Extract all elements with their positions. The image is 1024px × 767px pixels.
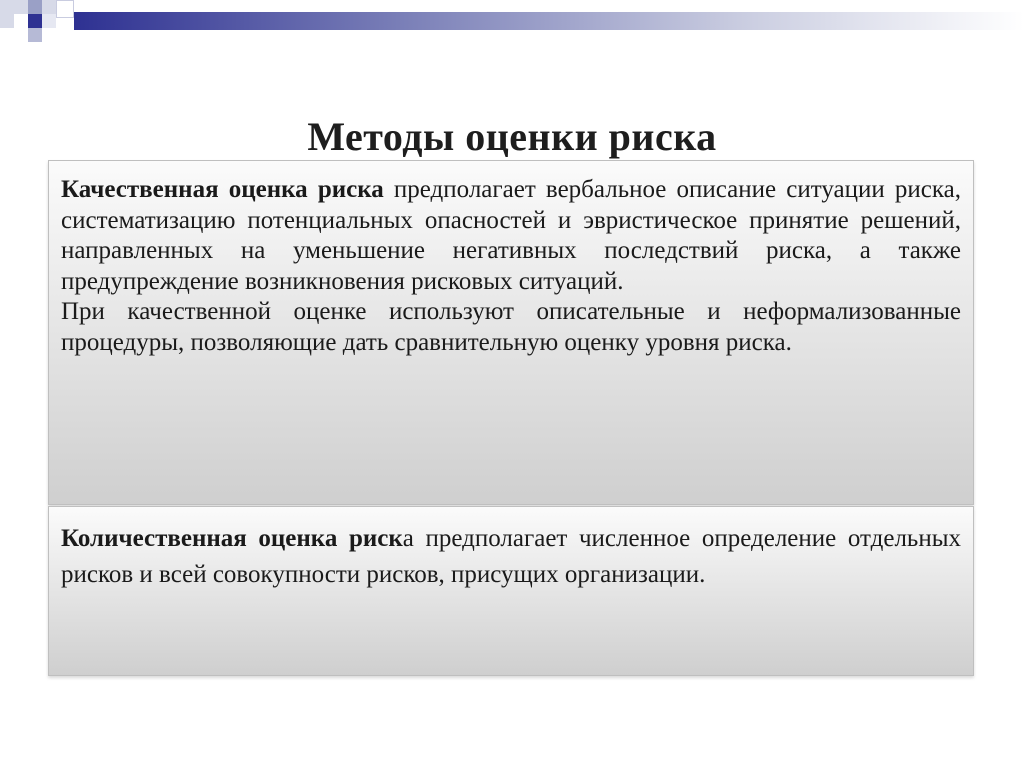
- decor-square: [14, 14, 28, 28]
- qualitative-assessment-box: [48, 160, 974, 505]
- quantitative-term: Количественная оценка риск: [61, 525, 403, 552]
- quantitative-term-tail: а: [402, 525, 414, 552]
- decor-square: [42, 28, 56, 42]
- decor-square: [14, 42, 28, 56]
- decor-square: [42, 14, 56, 28]
- quantitative-definition-text: предполагает численное определение отдельных рисков и всей совокупности рисков, присущих организации.: [61, 525, 961, 588]
- header-gradient-bar: [74, 12, 1024, 30]
- decor-square: [56, 0, 74, 18]
- decor-square: [28, 0, 42, 14]
- qualitative-term: Качественная оценка риска: [61, 176, 384, 203]
- decor-square: [28, 28, 42, 42]
- qualitative-definition-text: предполагает вербальное описание ситуации риска, систематизацию потенциальных опасностей и эвристическое принятие решений, направленных на уменьшение негативных последствий риска, а также предупреждение возникновения рисковых ситуаций.: [61, 176, 961, 295]
- decor-square: [42, 0, 56, 14]
- qualitative-note: При качественной оценке используют описательные и неформализованные процедуры, позволяющие дать сравнительную оценку уровня риска.: [61, 298, 961, 356]
- slide-title: Методы оценки риска: [307, 113, 717, 159]
- decor-square: [0, 28, 14, 42]
- qualitative-definition: [61, 175, 961, 297]
- quantitative-definition: [61, 521, 961, 593]
- quantitative-assessment-box: [48, 506, 974, 676]
- decor-square: [28, 14, 42, 28]
